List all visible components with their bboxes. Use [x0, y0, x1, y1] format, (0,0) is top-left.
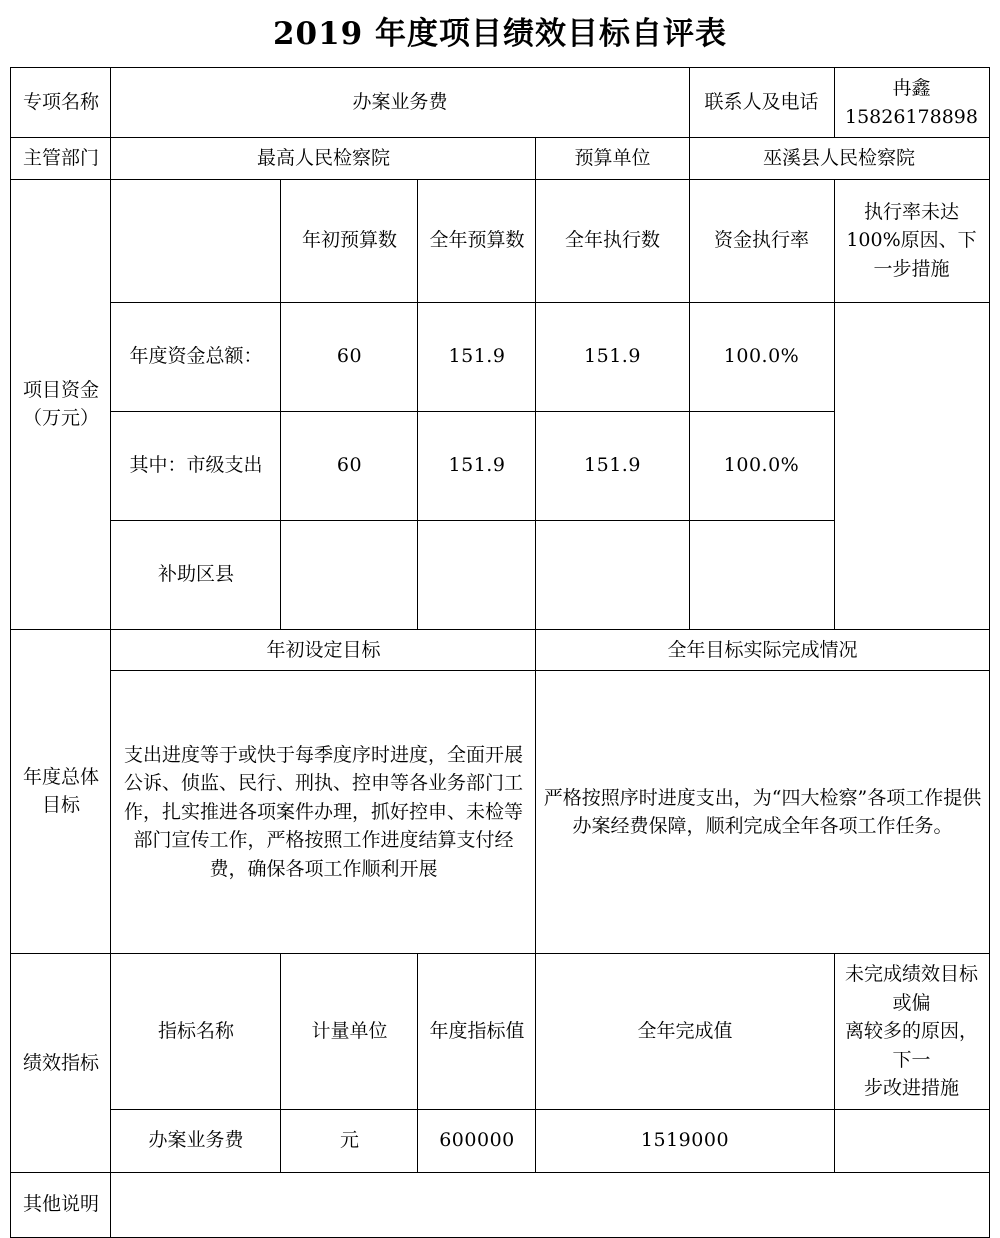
- contact-label: 联系人及电话: [689, 68, 834, 138]
- table-row: [11, 138, 989, 180]
- actual-goal-text: 严格按照序时进度支出，为“四大检察”各项工作提供办案经费保障，顺利完成全年各项工作任务。: [536, 671, 989, 954]
- indicator-col-name: 指标名称: [111, 954, 281, 1110]
- funds-row-1-year-budget: 151.9: [418, 411, 536, 520]
- funds-row-1-year-exec: 151.9: [536, 411, 689, 520]
- funds-col-reason: [834, 179, 989, 302]
- funds-row-0-year-exec: 151.9: [536, 302, 689, 411]
- indicator-col-reason-line2: 离较多的原因，下一: [844, 1020, 978, 1071]
- indicator-header-row: [11, 954, 989, 1110]
- funds-col-begin-budget: 年初预算数: [281, 179, 418, 302]
- indicator-col-target: 年度指标值: [418, 954, 536, 1110]
- funds-row-2-year-exec: [536, 520, 689, 629]
- funds-section-label: [11, 179, 111, 629]
- funds-section-label-line2: （万元）: [22, 407, 99, 429]
- set-goal-text: 支出进度等于或快于每季度序时进度，全面开展公诉、侦监、民行、刑执、控申等各业务部门工作，扎实推进各项案件办理，抓好控申、未检等部门宣传工作，严格按照工作进度结算支付经费，确保各项工作顺利开展: [111, 671, 536, 954]
- project-name-label: 专项名称: [11, 68, 111, 138]
- funds-row-2-year-budget: [418, 520, 536, 629]
- contact-value: 冉鑫 15826178898: [834, 68, 989, 138]
- funds-col-year-exec: 全年执行数: [536, 179, 689, 302]
- indicator-col-reason-line1: 未完成绩效目标或偏: [844, 963, 978, 1014]
- indicator-row-0-actual: 1519000: [536, 1109, 834, 1172]
- annual-goal-section-label: [11, 629, 111, 954]
- annual-goal-header-row: [11, 629, 989, 671]
- funds-row-2-label: 补助区县: [111, 520, 281, 629]
- funds-col-exec-rate: 资金执行率: [689, 179, 834, 302]
- funds-col-reason-line3: 一步措施: [873, 257, 950, 280]
- funds-row-0-exec-rate: 100.0%: [689, 302, 834, 411]
- indicator-col-reason: [834, 954, 989, 1110]
- funds-row-0-begin-budget: 60: [281, 302, 418, 411]
- indicator-row-0-name: 办案业务费: [111, 1109, 281, 1172]
- indicator-row: [11, 1109, 989, 1172]
- funds-row-1-label: 其中：市级支出: [111, 411, 281, 520]
- funds-col-year-budget: 全年预算数: [418, 179, 536, 302]
- funds-reason-cell: [834, 302, 989, 629]
- funds-row-0-year-budget: 151.9: [418, 302, 536, 411]
- indicator-row-0-reason: [834, 1109, 989, 1172]
- indicators-section-label: 绩效指标: [11, 954, 111, 1173]
- funds-col-reason-line1: 执行率未达: [863, 200, 959, 223]
- project-name-value: 办案业务费: [111, 68, 689, 138]
- budget-unit-label: 预算单位: [536, 138, 689, 180]
- funds-section-label-line1: 项目资金: [22, 378, 99, 401]
- set-goal-header: 年初设定目标: [111, 629, 536, 671]
- page-title: 2019 年度项目绩效目标自评表: [272, 16, 728, 52]
- indicator-col-unit: 计量单位: [281, 954, 418, 1110]
- funds-row-1-exec-rate: 100.0%: [689, 411, 834, 520]
- table-row: [11, 68, 989, 138]
- funds-header-blank: [111, 179, 281, 302]
- actual-goal-header: 全年目标实际完成情况: [536, 629, 989, 671]
- table-row: [11, 302, 989, 411]
- funds-row-2-begin-budget: [281, 520, 418, 629]
- indicator-row-0-target: 600000: [418, 1109, 536, 1172]
- other-notes-row: [11, 1172, 989, 1237]
- indicator-col-actual: 全年完成值: [536, 954, 834, 1110]
- other-notes-label: 其他说明: [11, 1172, 111, 1237]
- annual-goal-content-row: [11, 671, 989, 954]
- annual-goal-label-line1: 年度总体: [22, 765, 99, 788]
- indicator-col-reason-line3: 步改进措施: [863, 1077, 959, 1099]
- funds-header-row: [11, 179, 989, 302]
- dept-value: 最高人民检察院: [111, 138, 536, 180]
- indicator-row-0-unit: 元: [281, 1109, 418, 1172]
- budget-unit-value: 巫溪县人民检察院: [689, 138, 989, 180]
- performance-table: [10, 67, 989, 1238]
- funds-row-2-exec-rate: [689, 520, 834, 629]
- dept-label: 主管部门: [11, 138, 111, 180]
- other-notes-value: [111, 1172, 989, 1237]
- funds-row-0-label: 年度资金总额：: [111, 302, 281, 411]
- funds-col-reason-line2: 100%原因、下: [846, 229, 977, 252]
- annual-goal-label-line2: 目标: [41, 794, 80, 817]
- funds-row-1-begin-budget: 60: [281, 411, 418, 520]
